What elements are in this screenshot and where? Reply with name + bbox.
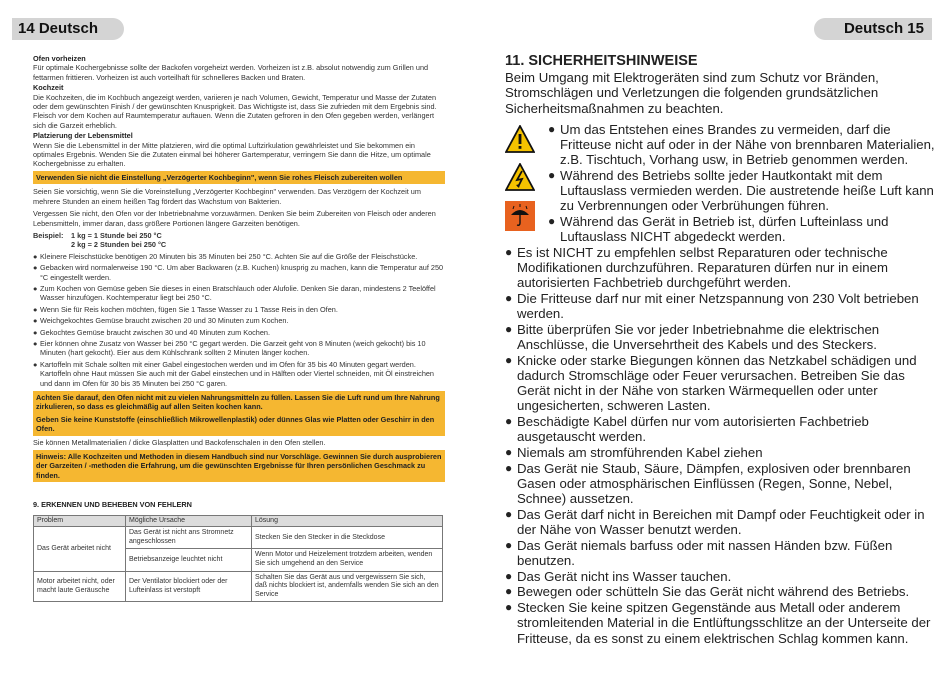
safety-list xyxy=(505,245,935,646)
list-item: ● Knicke oder starke Biegungen können das Netzkabel schädigen und dadurch Stromschläge oder Feuer verursachen. Betreiben Sie das Gerät nicht in der Nähe von starken Wärmequellen oder unter ungesicherten, schweren Lasten. xyxy=(505,352,917,414)
warning-icons xyxy=(505,125,535,241)
page-header-left: 14 Deutsch xyxy=(12,18,124,40)
paragraph-delay: Seien Sie vorsichtig, wenn Sie die Voreinstellung „Verzögerter Kochbeginn" verwenden. Das Verzögern der Kochzeit um mehrere Stunden an einem heißen Tag fördert das Wachstum von Bakterien. xyxy=(33,187,421,206)
section-title-safety: 11. SICHERHEITSHINWEISE xyxy=(505,53,698,69)
section-title-placement: Platzierung der Lebensmittel xyxy=(33,131,133,141)
list-item: ● Stecken Sie keine spitzen Gegenstände aus Metall oder anderem stromleitenden Material in die Entlüftungsschlitze an der Unterseite der Fritteuse, da es sonst zu einem elektrischen Schlag kommen kann. xyxy=(505,600,931,646)
example-value-2: 2 kg = 2 Stunden bei 250 °C xyxy=(71,240,167,250)
table-header-row: Problem Mögliche Ursache Lösung xyxy=(34,515,443,527)
list-item: ● Kartoffeln mit Schale sollten mit einer Gabel eingestochen werden und im Ofen für 35 bis 40 Minuten gegart werden. Kartoffeln ohne Haut müssen Sie auch mit der Gabel einstechen und in Hälften oder Viertel schneiden, mit Öl einstreichen und dann im Ofen für 30 bis 35 Minuten bei 250 °C garen. xyxy=(33,359,434,388)
highlight-note: Hinweis: Alle Kochzeiten und Methoden in diesem Handbuch sind nur Vorschläge. Gewinnen Sie durch ausprobieren der Garzeiten / -methoden die Erfahrung, um die gewünschten Ergebnisse für Ihren persönlichen Geschmack zu finden. xyxy=(33,450,445,482)
section-title-preheat: Ofen vorheizen xyxy=(33,54,86,63)
paragraph-metal: Sie können Metallmaterialien / dicke Glasplatten und Backofenschalen in den Ofen stellen. xyxy=(33,437,326,447)
list-item: ● Kleinere Fleischstücke benötigen 20 Minuten bis 35 Minuten bei 250 °C. Achten Sie auf die Größe der Fleischstücke. xyxy=(33,251,418,261)
list-item: ● Das Gerät niemals barfuss oder mit nassen Händen bzw. Füßen benutzen. xyxy=(505,537,893,568)
list-item: ● Zum Kochen von Gemüse geben Sie dieses in einen Bratschlauch oder Alufolie. Denken Sie daran, mindestens 2 Teelöffel Wasser hinzufügen. Kochtemperatur liegt bei 250 °C. xyxy=(33,283,436,303)
list-item: ● Während das Gerät in Betrieb ist, dürfen Lufteinlass und Luftauslass NICHT abgedeckt werden. xyxy=(548,214,889,245)
example-label: Beispiel: xyxy=(33,230,64,240)
table-row: Betriebsanzeige leuchtet nicht Wenn Motor und Heizelement trotzdem arbeiten, wenden Sie sich umgehend an den Service xyxy=(34,549,443,571)
section-title-cooking-time: Kochzeit xyxy=(33,83,64,93)
table-row: Das Gerät arbeitet nicht Das Gerät ist nicht ans Stromnetz angeschlossen Stecken Sie den Stecker in die Steckdose xyxy=(34,527,443,549)
section-text-cooking-time: Die Kochzeiten, die im Kochbuch angezeigt werden, variieren je nach Volumen, Gewicht, Temperatur und Masse der Zutaten oder dem gewünschten Finish / der gewünschten Knusprigkeit. Das Wichtigste ist, dass Sie zufrieden mit dem Ergebnis sind. Fleisch vor dem Kochen auf Raumtemperatur auftauen. Wenn die Zutaten gefroren in den Ofen gegeben werden, verlängert sich die Garzeit erheblich. xyxy=(33,92,437,130)
cooking-tips-list xyxy=(33,252,445,388)
keep-dry-umbrella-icon xyxy=(505,201,535,231)
list-item: ● Um das Entstehen eines Brandes zu vermeiden, darf die Fritteuse nicht auf oder in der Nähe von brennbaren Materialien, z.B. Tischtuch, Vorhang usw, in Betrieb genommen werden. xyxy=(548,121,935,168)
right-column xyxy=(505,54,935,646)
list-item: ● Eier können ohne Zusatz von Wasser bei 250 °C gegart werden. Die Garzeit geht von 8 Minuten (weich gekocht) bis 10 Minuten (hart gekocht). Eier aus dem Kühlschrank sollten 2 Minuten länger kochen. xyxy=(33,338,426,358)
example-row-2 xyxy=(33,240,445,249)
list-item: ● Gekochtes Gemüse braucht zwischen 30 und 40 Minuten zum Kochen. xyxy=(33,327,270,337)
section-title-troubleshooting: 9. ERKENNEN UND BEHEBEN VON FEHLERN xyxy=(33,500,192,510)
list-item: ● Während des Betriebs sollte jeder Hautkontakt mit dem Luftauslass vermieden werden. Die austretende heiße Luft kann zu Verbrennungen oder Verbrühungen führen. xyxy=(548,167,934,214)
section-text-preheat: Für optimale Kochergebnisse sollte der Backofen vorgeheizt werden. Vorheizen ist z.B. absolut notwendig zum Grillen und fettarmen frittieren. Vorheizen ist auch vorteilhaft für schnelleres Backen und Braten. xyxy=(33,63,429,82)
list-item: ● Das Gerät nicht ins Wasser tauchen. xyxy=(505,568,732,584)
example-value-1: 1 kg = 1 Stunde bei 250 °C xyxy=(71,230,162,240)
left-column xyxy=(33,53,445,602)
troubleshooting-table xyxy=(33,515,443,603)
page-header-right: Deutsch 15 xyxy=(814,18,932,40)
table-row: Motor arbeitet nicht, oder macht laute Geräusche Der Ventilator blockiert oder der Lufteinlass ist verstopft Schalten Sie das Gerät aus und vergewissern Sie sich, daß nichts blockiert ist, andernfalls wenden Sie sich an den Service xyxy=(34,571,443,602)
list-item: ● Es ist NICHT zu empfehlen selbst Reparaturen oder technische Modifikationen durchzuführen. Reparaturen dürfen nur in einem autorisierten Fachbetrieb durchgeführt werden. xyxy=(505,244,888,291)
section-text-placement: Wenn Sie die Lebensmittel in der Mitte platzieren, wird die optimal Luftzirkulation gewährleistet und Sie bekommen ein optimales Ergebnis. Wenden Sie die Zutaten einmal bei höherer Gartemperatur, verringern Sie dann die Hitze, um optimale Kochergebnisse zu erhalten. xyxy=(33,140,431,169)
list-item: ● Wenn Sie für Reis kochen möchten, fügen Sie 1 Tasse Wasser zu 1 Tasse Reis in den Ofen. xyxy=(33,304,338,314)
warning-block xyxy=(505,122,935,245)
list-item: ● Bitte überprüfen Sie vor jeder Inbetriebnahme die elektrischen Anschlüsse, die Unversehrtheit des Kabels und des Steckers. xyxy=(505,321,880,353)
electric-shock-icon xyxy=(505,163,535,191)
list-item: ● Gebacken wird normalerweise 190 °C. Um aber Backwaren (z.B. Kuchen) knusprig zu machen, kann die Temperatur auf 250 °C eingestellt werden. xyxy=(33,263,444,282)
list-item: ● Bewegen oder schütteln Sie das Gerät nicht während des Betriebs. xyxy=(505,584,910,600)
warning-triangle-icon xyxy=(505,125,535,153)
highlight-overfill: Achten Sie darauf, den Ofen nicht mit zu vielen Nahrungsmitteln zu füllen. Lassen Sie die Luft rund um Ihre Nahrung zirkulieren, so dass es gleichmäßig auf allen Seiten kochen kann. Geben Sie keine Kunststoffe (einschließlich Mikrowellenplastik) oder dünnes Glas wie Platten oder Geschirr in den Ofen. xyxy=(33,391,445,436)
list-item: ● Das Gerät darf nicht in Bereichen mit Dampf oder Feuchtigkeit oder in der Nähe von Wasser benutzt werden. xyxy=(505,506,925,538)
list-item: ● Die Fritteuse darf nur mit einer Netzspannung von 230 Volt betrieben werden. xyxy=(505,291,919,322)
list-item: ● Beschädigte Kabel dürfen nur vom autorisierten Fachbetrieb ausgetauscht werden. xyxy=(505,414,869,445)
paragraph-preheat-reminder: Vergessen Sie nicht, den Ofen vor der Inbetriebnahme vorzuwärmen. Denken Sie beim Zubereiten von Fleisch oder anderen Lebensmitteln, immer daran, dass größere Portionen längere Garzeiten benötigen. xyxy=(33,209,436,228)
list-item: ● Weichgekochtes Gemüse braucht zwischen 20 und 30 Minuten zum Kochen. xyxy=(33,316,289,326)
safety-intro: Beim Umgang mit Elektrogeräten sind zum Schutz vor Bränden, Stromschlägen und Verletzungen die folgenden grundsätzlichen Sicherheitsmaßnahmen zu beachten. xyxy=(505,70,879,116)
highlight-delayed-start: Verwenden Sie nicht die Einstellung „Verzögerter Kochbeginn", wenn Sie rohes Fleisch zubereiten wollen xyxy=(33,171,445,184)
example-row-1 xyxy=(33,231,445,240)
right-page xyxy=(475,0,950,674)
list-item: ● Das Gerät nie Staub, Säure, Dämpfen, explosiven oder brennbaren Gasen oder atmosphärischen Einflüssen (Regen, Sonne, Nebel, Schnee) aussetzen. xyxy=(505,460,911,507)
list-item: ● Niemals am stromführenden Kabel ziehen xyxy=(505,445,763,461)
